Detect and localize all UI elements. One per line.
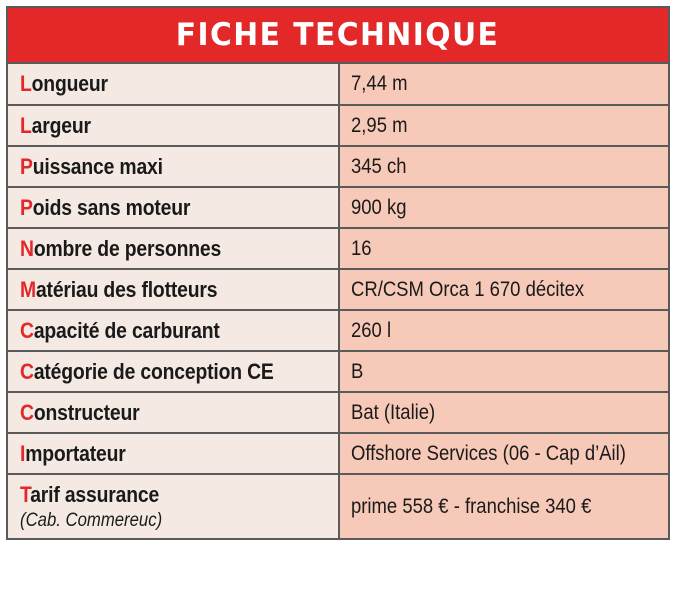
spec-label-rest: atériau des flotteurs	[35, 276, 218, 302]
spec-label-initial: N	[20, 235, 34, 261]
spec-row-longueur	[8, 64, 668, 105]
spec-label	[20, 441, 126, 467]
spec-value: 16	[351, 236, 372, 260]
spec-row-tarif	[8, 474, 668, 538]
spec-row-puissance	[8, 146, 668, 187]
spec-label-cell	[8, 105, 339, 146]
spec-label-cell	[8, 187, 339, 228]
spec-value: B	[351, 359, 364, 383]
spec-label-cell	[8, 310, 339, 351]
spec-row-categorie	[8, 351, 668, 392]
spec-table	[8, 64, 668, 538]
spec-label-cell	[8, 269, 339, 310]
spec-label-cell	[8, 351, 339, 392]
spec-value: 345 ch	[351, 154, 407, 178]
spec-row-poids	[8, 187, 668, 228]
spec-label	[20, 236, 221, 262]
spec-value-cell	[339, 64, 668, 105]
spec-label-rest: atégorie de conception CE	[33, 358, 274, 384]
spec-value-cell	[339, 351, 668, 392]
spec-label	[20, 359, 274, 385]
spec-label	[20, 318, 220, 344]
spec-label-rest: argeur	[31, 112, 91, 138]
spec-value: 7,44 m	[351, 72, 408, 95]
spec-label-initial: L	[20, 71, 32, 96]
spec-value: Offshore Services (06 - Cap d’Ail)	[351, 441, 626, 465]
spec-value: 900 kg	[351, 195, 407, 219]
spec-value: CR/CSM Orca 1 670 décitex	[351, 277, 585, 301]
spec-sheet-header	[8, 8, 668, 64]
spec-label-rest: onstructeur	[33, 399, 140, 425]
spec-value-cell	[339, 187, 668, 228]
spec-label-cell	[8, 228, 339, 269]
spec-value-cell	[339, 269, 668, 310]
spec-sublabel: (Cab. Commereuc)	[20, 509, 163, 531]
spec-row-personnes	[8, 228, 668, 269]
spec-label-initial: C	[20, 399, 34, 425]
spec-row-largeur	[8, 105, 668, 146]
spec-value: Bat (Italie)	[351, 400, 436, 424]
spec-label-initial: T	[20, 481, 31, 507]
spec-value-cell	[339, 105, 668, 146]
spec-value: 260 l	[351, 318, 392, 342]
spec-label-initial: I	[20, 440, 26, 466]
spec-label-rest: ongueur	[31, 71, 108, 96]
spec-label-cell	[8, 392, 339, 433]
spec-label	[20, 195, 190, 221]
spec-label	[20, 154, 163, 180]
spec-label-initial: L	[20, 112, 32, 138]
spec-value-cell	[339, 310, 668, 351]
spec-label-rest: mportateur	[25, 440, 126, 466]
spec-label	[20, 71, 108, 97]
spec-label-cell	[8, 64, 339, 105]
spec-label	[20, 277, 217, 303]
spec-label-initial: M	[20, 276, 36, 302]
spec-value-cell	[339, 392, 668, 433]
spec-label-rest: arif assurance	[30, 481, 160, 507]
spec-sheet	[6, 6, 670, 540]
spec-label-initial: C	[20, 317, 34, 343]
spec-label-initial: C	[20, 358, 34, 384]
spec-label-cell	[8, 146, 339, 187]
spec-label	[20, 113, 91, 139]
spec-row-importateur	[8, 433, 668, 474]
spec-value-cell	[339, 474, 668, 538]
spec-label-cell	[8, 433, 339, 474]
spec-value: prime 558 € - franchise 340 €	[351, 494, 592, 518]
spec-value-cell	[339, 228, 668, 269]
spec-sheet-title: FICHE TECHNIQUE	[176, 17, 500, 53]
spec-label-rest: apacité de carburant	[33, 317, 220, 343]
spec-row-constructeur	[8, 392, 668, 433]
spec-label	[20, 482, 159, 508]
spec-row-carburant	[8, 310, 668, 351]
spec-value-cell	[339, 433, 668, 474]
spec-value-cell	[339, 146, 668, 187]
spec-label-initial: P	[20, 153, 33, 179]
spec-label-rest: oids sans moteur	[32, 194, 191, 220]
spec-label-initial: P	[20, 194, 33, 220]
spec-row-materiau	[8, 269, 668, 310]
spec-label	[20, 400, 139, 426]
spec-label-cell	[8, 474, 339, 538]
spec-label-rest: uissance maxi	[32, 153, 163, 179]
spec-label-rest: ombre de personnes	[33, 235, 222, 261]
spec-value: 2,95 m	[351, 113, 408, 137]
